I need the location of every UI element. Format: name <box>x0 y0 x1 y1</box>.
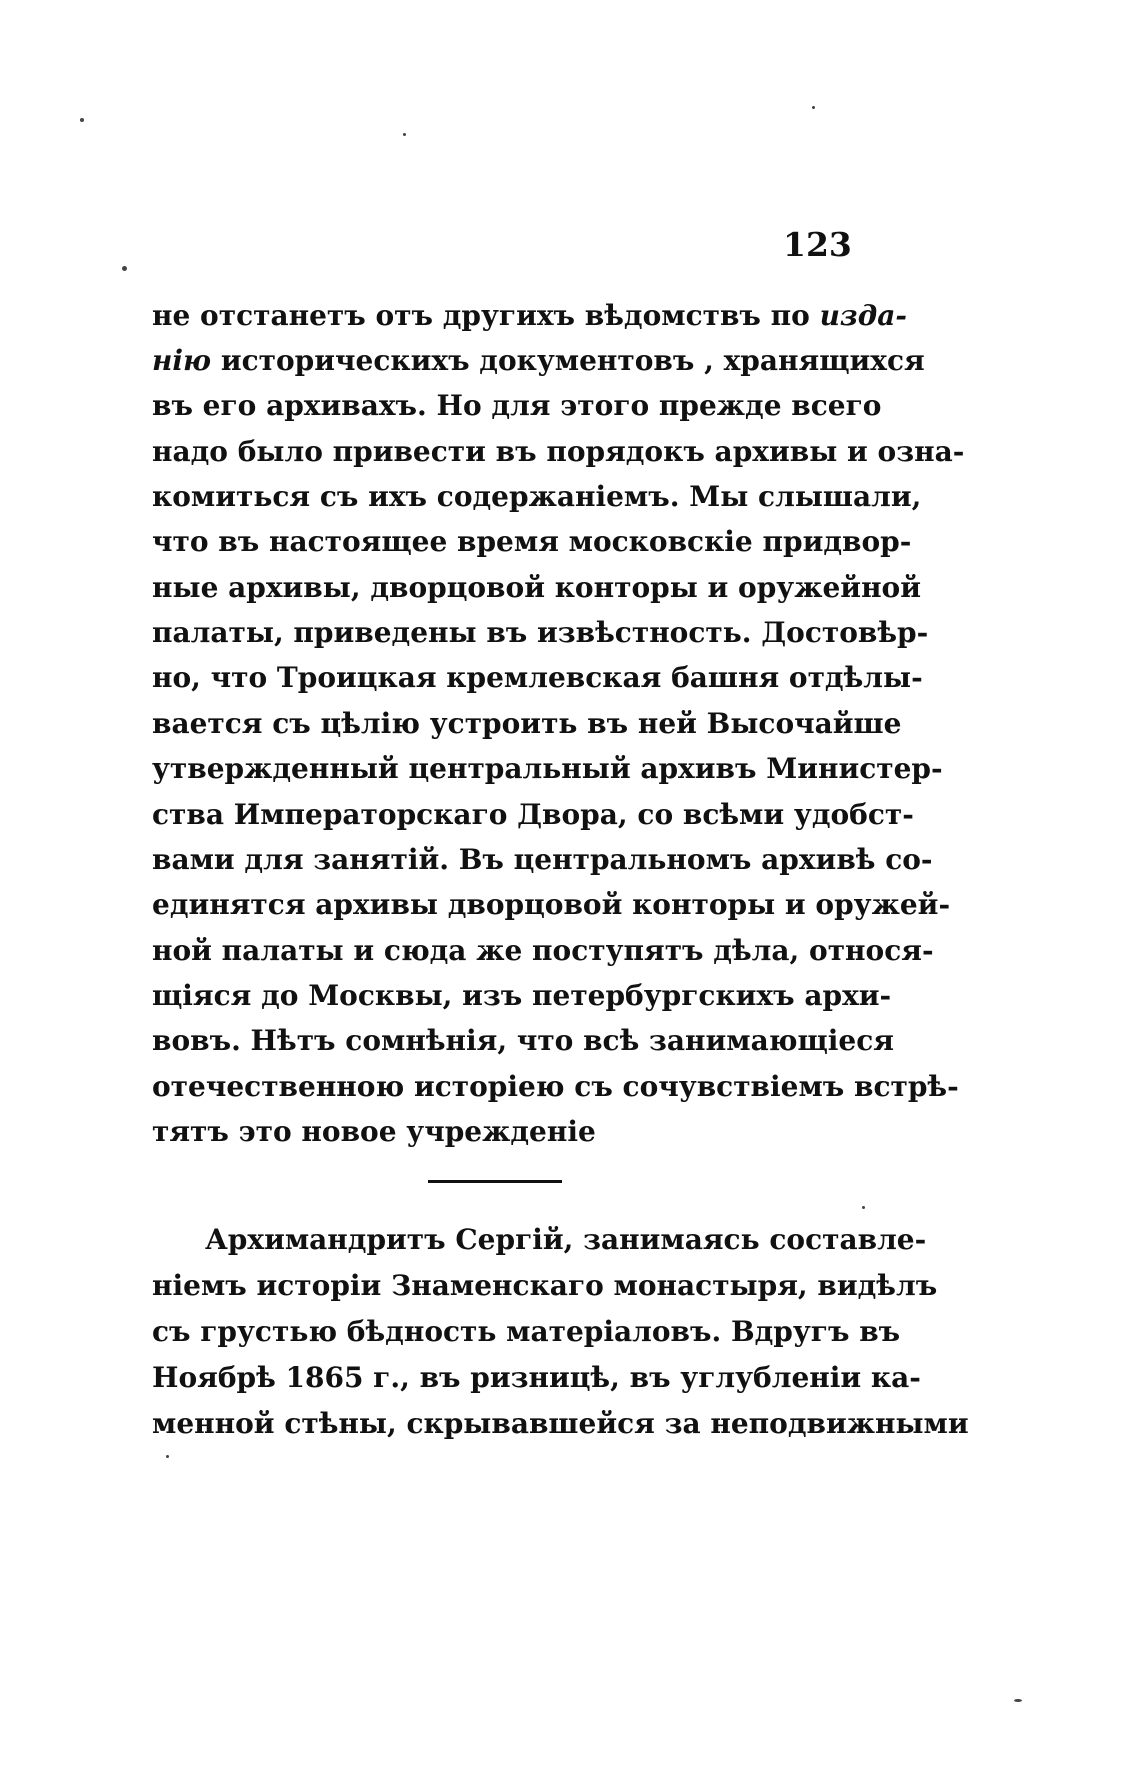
text-line: надо было привести въ порядокъ архивы и озна- <box>152 435 965 468</box>
text-line: единятся архивы дворцовой конторы и оружей- <box>152 888 951 921</box>
text-line: вами для занятій. Въ центральномъ архивѣ со- <box>152 843 933 876</box>
scan-speck <box>403 133 406 136</box>
text-line <box>152 296 908 336</box>
text-segment: историческихъ документовъ , хранящихся <box>211 344 925 377</box>
italic-word: изда- <box>819 299 908 332</box>
scan-speck <box>1014 1699 1022 1702</box>
scan-speck <box>80 118 84 122</box>
text-segment: не отстанетъ отъ другихъ вѣдомствъ по <box>152 299 820 332</box>
scan-speck <box>122 266 127 271</box>
text-line: ства Императорскаго Двора, со всѣми удобст- <box>152 798 914 831</box>
text-line: тятъ это новое учрежденіе <box>152 1115 596 1148</box>
text-line: Архимандритъ Сергій, занимаясь составле- <box>205 1223 927 1256</box>
text-line: утвержденный центральный архивъ Министер- <box>152 752 943 785</box>
text-line: но, что Троицкая кремлевская башня отдѣлы- <box>152 661 923 694</box>
text-line: вовъ. Нѣтъ сомнѣнія, что всѣ занимающіеся <box>152 1024 894 1057</box>
text-line: менной стѣны, скрывавшейся за неподвижными <box>152 1407 969 1440</box>
text-line: съ грустью бѣдность матеріаловъ. Вдругъ въ <box>152 1315 901 1348</box>
page-number: 123 <box>783 225 852 264</box>
text-line: ной палаты и сюда же поступятъ дѣла, относя- <box>152 934 934 967</box>
italic-word: нію <box>152 344 212 377</box>
text-line: что въ настоящее время московскіе придвор- <box>152 525 912 558</box>
scan-speck <box>166 1455 169 1458</box>
scan-speck <box>862 1206 865 1209</box>
text-line: палаты, приведены въ извѣстность. Достовѣр- <box>152 616 929 649</box>
section-separator <box>428 1180 562 1183</box>
text-line: щіяся до Москвы, изъ петербургскихъ архи- <box>152 979 892 1012</box>
text-line: комиться съ ихъ содержаніемъ. Мы слышали, <box>152 480 922 513</box>
text-line: отечественною исторіею съ сочувствіемъ встрѣ- <box>152 1070 959 1103</box>
text-line: Ноябрѣ 1865 г., въ ризницѣ, въ углубленіи ка- <box>152 1361 921 1394</box>
scan-speck <box>812 106 815 109</box>
text-line: ніемъ исторіи Знаменскаго монастыря, видѣлъ <box>152 1269 938 1302</box>
text-line: въ его архивахъ. Но для этого прежде всего <box>152 389 882 422</box>
text-line <box>152 341 925 381</box>
text-line: ные архивы, дворцовой конторы и оружейной <box>152 571 922 604</box>
text-line: вается съ цѣлію устроить въ ней Высочайше <box>152 707 902 740</box>
